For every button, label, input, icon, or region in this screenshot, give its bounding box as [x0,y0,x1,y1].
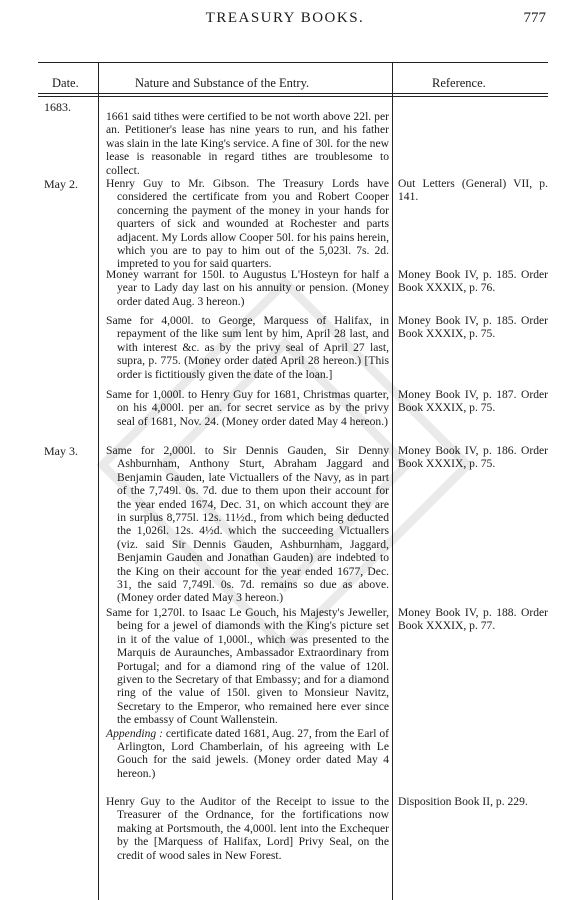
appending-label: Appending : [106,726,163,740]
reference-text: Money Book IV, p. 185. Order Book XXXIX, p. 76. [398,268,548,295]
entry-date: May 2. [44,177,78,191]
column-header-reference: Reference. [432,76,486,90]
entry-reference [398,177,548,204]
appending-paragraph [106,727,389,781]
entry-reference [398,388,548,415]
entry-reference [398,268,548,295]
reference-text: Money Book IV, p. 185. Order Book XXXIX, p. 75. [398,314,548,341]
table-top-rule [38,62,548,63]
entry-paragraph: Same for 2,000l. to Sir Dennis Gauden, Sir Denny Ashburnham, Anthony Sturt, Abraham Jaggard and Benjamin Gauden, late Victuallers of the Navy, as in part of the 7,749l. 0s. 7d. due to them upon their account for the year ended 1674, Dec. 31, on which account they are in surplus 8,775l. 12s. 11½d., from which being deducted the 1,026l. 12s. 4½d. which the succeeding Victuallers (viz. said Sir Dennis Gauden, Ashburnham, Jaggard, Benjamin Gauden and Jonathan Gauden) are indebted to the King on their account for the year ended 1677, Dec. 31, the said 7,749l. 0s. 7d. remains so due as above. (Money order dated May 3 hereon.) [106,444,389,605]
column-divider-2 [392,62,393,900]
entry-paragraph: Henry Guy to the Auditor of the Receipt to issue to the Treasurer of the Ordnance, for the fortifications now making at Portsmouth, the 4,000l. lent into the Exchequer by the [Marquess of Halifax, Lord] Privy Seal, on the credit of wood sales in New Forest. [106,795,389,862]
column-header-nature: Nature and Substance of the Entry. [135,76,310,90]
page-number: 777 [523,10,546,26]
entry-paragraph: 1661 said tithes were certified to be not worth above 22l. per an. Petitioner's lease has nine years to run, and his father was slain in the late King's service. A fine of 30l. for the new lease is reasonable in regard tithes are troublesome to collect. [106,110,389,177]
entry-text [106,795,389,862]
running-title: TREASURY BOOKS. [205,10,365,26]
column-divider-1 [98,62,99,900]
entry-paragraph: Same for 1,000l. to Henry Guy for 1681, Christmas quarter, on his 4,000l. per an. for secret service as by the privy seal of 1681, Nov. 24. (Money order dated May 4 hereon.) [106,388,389,428]
reference-text: Money Book IV, p. 186. Order Book XXXIX, p. 75. [398,444,548,471]
entry-text [106,177,389,271]
entry-reference [398,606,548,633]
entry-date: 1683. [44,100,71,114]
entry-text [106,110,389,177]
reference-text: Out Letters (General) VII, p. 141. [398,177,548,204]
reference-text: Money Book IV, p. 188. Order Book XXXIX, p. 77. [398,606,548,633]
column-header-date: Date. [52,76,79,90]
entry-text [106,388,389,428]
entry-text [106,606,389,780]
entry-paragraph: Henry Guy to Mr. Gibson. The Treasury Lords have considered the certificate from you and Robert Cooper concerning the payment of the money in your hands for quarters of sick and wounded at Rochester and parts adjacent. My Lords allow Cooper 50l. for his pains herein, which you are to pay to him out of the 5,023l. 7s. 2d. impreted to you for said quarters. [106,177,389,271]
entry-reference [398,314,548,341]
reference-text: Money Book IV, p. 187. Order Book XXXIX, p. 75. [398,388,548,415]
appending-text: certificate dated 1681, Aug. 27, from the Earl of Arlington, Lord Chamberlain, of his agreeing with Le Gouch for the said jewels. (Money order dated May 4 hereon.) [117,726,390,780]
entry-text [106,444,389,605]
entry-date: May 3. [44,444,78,458]
entry-paragraph: Same for 4,000l. to George, Marquess of Halifax, in repayment of the like sum lent by him, April 28 last, and with interest &c. as by the privy seal of April 27 last, supra, p. 775. (Money order dated April 28 hereon.) [This order is fictitiously given the date of the loan.] [106,314,389,381]
entry-paragraph: Money warrant for 150l. to Augustus L'Hosteyn for half a year to Lady day last on his annuity or pension. (Money order dated Aug. 3 hereon.) [106,268,389,308]
reference-text: Disposition Book II, p. 229. [398,795,528,808]
entry-reference [398,795,548,808]
entry-reference [398,444,548,471]
entry-text [106,314,389,381]
entry-paragraph: Same for 1,270l. to Isaac Le Gouch, his Majesty's Jeweller, being for a jewel of diamonds with the King's picture set in it of the value of 1,000l., which was presented to the Marquis de Auraunches, Ambassador Extraordinary from Portugal; and for a diamond ring of the value of 120l. given to the Secretary of that Embassy; and for a diamond ring of the value of 150l. given to Monsieur Navitz, Secretary to the Emperor, who remained here ever since the embassy of Count Wallenstein. [106,606,389,727]
header-bottom-rule [38,93,548,94]
entry-text [106,268,389,308]
header-double-rule [38,96,548,97]
